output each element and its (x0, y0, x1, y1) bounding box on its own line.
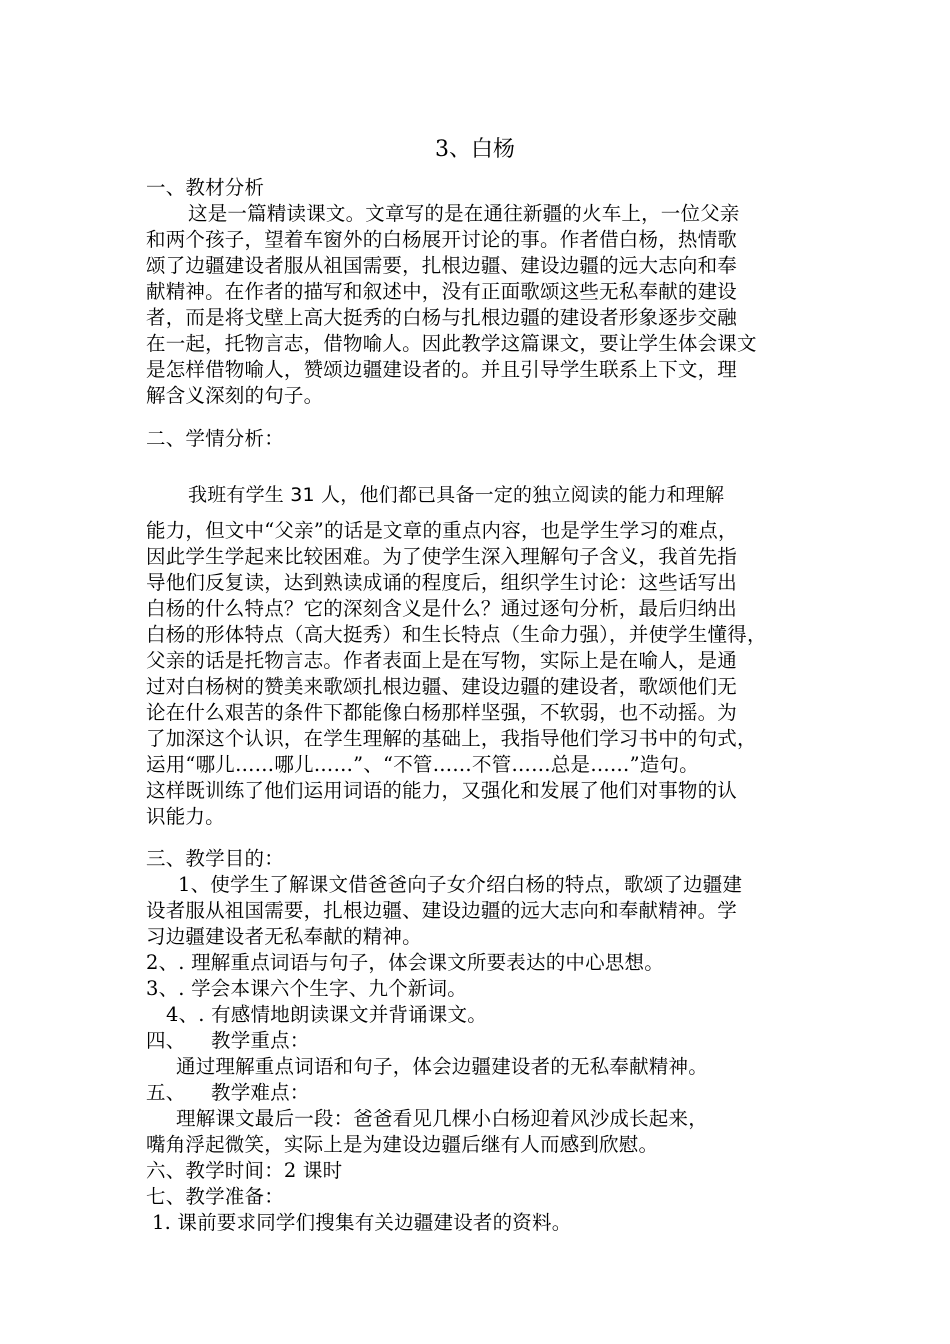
paragraph-line: 习边疆建设者无私奉献的精神。 (146, 925, 422, 948)
paragraph-line: 运用“哪儿……哪儿……”、“不管……不管……总是……”造句。 (146, 753, 699, 776)
paragraph-line: 嘴角浮起微笑，实际上是为建设边疆后继有人而感到欣慰。 (146, 1133, 659, 1156)
section-heading-teaching-time: 六、教学时间：2 课时 (146, 1159, 343, 1182)
paragraph-line: 了加深这个认识，在学生理解的基础上，我指导他们学习书中的句式， (146, 727, 757, 750)
list-item: 2、. 理解重点词语与句子，体会课文所要表达的中心思想。 (146, 951, 664, 974)
paragraph-line: 白杨的什么特点？它的深刻含义是什么？通过逐句分析，最后归纳出 (146, 597, 738, 620)
paragraph-line: 和两个孩子，望着车窗外的白杨展开讨论的事。作者借白杨，热情歌 (146, 228, 738, 251)
paragraph-line: 通过理解重点词语和句子，体会边疆建设者的无私奉献精神。 (176, 1055, 708, 1078)
paragraph-line: 设者服从祖国需要，扎根边疆、建设边疆的远大志向和奉献精神。学 (146, 899, 738, 922)
paragraph-line: 导他们反复读，达到熟读成诵的程度后，组织学生讨论：这些话写出 (146, 571, 738, 594)
paragraph-line: 献精神。在作者的描写和叙述中，没有正面歌颂这些无私奉献的建设 (146, 280, 738, 303)
document-title: 3、白杨 (435, 137, 515, 162)
list-item: 1. 课前要求同学们搜集有关边疆建设者的资料。 (152, 1211, 572, 1234)
paragraph-line: 因此学生学起来比较困难。为了使学生深入理解句子含义，我首先指 (146, 545, 738, 568)
section-heading-key-points: 四、 教学重点： (146, 1029, 310, 1052)
paragraph-line: 颂了边疆建设者服从祖国需要，扎根边疆、建设边疆的远大志向和奉 (146, 254, 738, 277)
paragraph-line: 白杨的形体特点（高大挺秀）和生长特点（生命力强），并使学生懂得， (146, 623, 767, 646)
list-item: 1、使学生了解课文借爸爸向子女介绍白杨的特点，歌颂了边疆建 (178, 873, 743, 896)
paragraph-line: 识能力。 (146, 805, 225, 828)
paragraph-line: 过对白杨树的赞美来歌颂扎根边疆、建设边疆的建设者，歌颂他们无 (146, 675, 738, 698)
list-item: 3、. 学会本课六个生字、九个新词。 (146, 977, 467, 1000)
section-heading-textbook-analysis: 一、教材分析 (146, 176, 265, 199)
section-heading-teaching-goals: 三、教学目的： (146, 847, 284, 870)
section-heading-preparation: 七、教学准备： (146, 1185, 284, 1208)
paragraph-line: 论在什么艰苦的条件下都能像白杨那样坚强，不软弱，也不动摇。为 (146, 701, 738, 724)
paragraph-line: 父亲的话是托物言志。作者表面上是在写物，实际上是在喻人，是通 (146, 649, 738, 672)
paragraph-line: 这是一篇精读课文。文章写的是在通往新疆的火车上，一位父亲 (188, 202, 740, 225)
paragraph-line: 理解课文最后一段：爸爸看见几棵小白杨迎着风沙成长起来， (176, 1107, 708, 1130)
paragraph-line: 在一起，托物言志，借物喻人。因此教学这篇课文，要让学生体会课文 (146, 332, 757, 355)
section-heading-student-analysis: 二、学情分析： (146, 427, 284, 450)
section-heading-difficulties: 五、 教学难点： (146, 1081, 310, 1104)
paragraph-line: 者，而是将戈壁上高大挺秀的白杨与扎根边疆的建设者形象逐步交融 (146, 306, 738, 329)
list-item: 4、. 有感情地朗读课文并背诵课文。 (166, 1003, 487, 1026)
paragraph-line: 解含义深刻的句子。 (146, 384, 324, 407)
paragraph-line: 这样既训练了他们运用词语的能力，又强化和发展了他们对事物的认 (146, 779, 738, 802)
paragraph-line: 能力，但文中“父亲”的话是文章的重点内容，也是学生学习的难点， (146, 519, 738, 542)
paragraph-line: 是怎样借物喻人，赞颂边疆建设者的。并且引导学生联系上下文，理 (146, 358, 738, 381)
paragraph-line: 我班有学生 31 人，他们都已具备一定的独立阅读的能力和理解 (188, 484, 725, 506)
